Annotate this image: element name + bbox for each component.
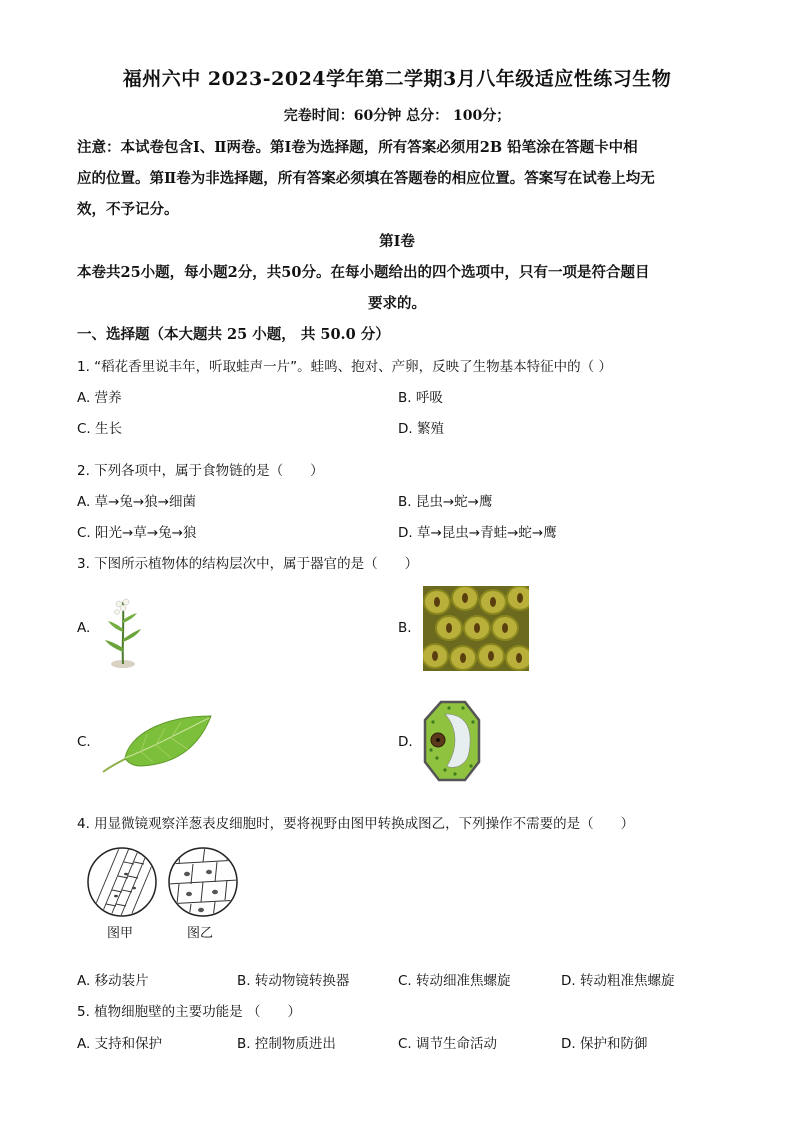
question-2-option-d: D. 草→昆虫→青蛙→蛇→鹰 bbox=[398, 525, 557, 541]
question-5-option-b: B. 控制物质进出 bbox=[237, 1036, 336, 1052]
question-3-option-b: B. bbox=[398, 620, 412, 636]
question-2-option-b: B. 昆虫→蛇→鹰 bbox=[398, 494, 493, 510]
leaf-image bbox=[101, 712, 213, 774]
question-1-stem: 1. “稻花香里说丰年，听取蛙声一片”。蛙鸣、抱对、产卵，反映了生物基本特征中的（ ） bbox=[77, 359, 612, 375]
question-5-option-c: C. 调节生命活动 bbox=[398, 1036, 498, 1052]
part-intro-2: 要求的。 bbox=[368, 295, 426, 312]
question-3-stem: 3. 下图所示植物体的结构层次中，属于器官的是（ ） bbox=[77, 556, 419, 572]
plant-image bbox=[103, 596, 143, 670]
view-jia-image bbox=[86, 846, 158, 918]
question-5-option-d: D. 保护和防御 bbox=[561, 1036, 648, 1052]
question-3-option-a: A. bbox=[77, 620, 91, 636]
question-4-option-b: B. 转动物镜转换器 bbox=[237, 973, 350, 989]
question-1-option-b: B. 呼吸 bbox=[398, 390, 443, 406]
notice-line-2: 应的位置。第Ⅱ卷为非选择题，所有答案必须填在答题卷的相应位置。答案写在试卷上均无 bbox=[77, 170, 655, 187]
caption-jia: 图甲 bbox=[107, 926, 134, 941]
question-4-option-a: A. 移动装片 bbox=[77, 973, 149, 989]
question-3-option-d: D. bbox=[398, 734, 413, 750]
question-4-option-c: C. 转动细准焦螺旋 bbox=[398, 973, 511, 989]
question-5-stem: 5. 植物细胞壁的主要功能是 （ ） bbox=[77, 1004, 301, 1020]
caption-yi: 图乙 bbox=[187, 926, 214, 941]
section-heading: 一、选择题（本大题共 25 小题， 共 50.0 分） bbox=[77, 326, 390, 343]
question-4-stem: 4. 用显微镜观察洋葱表皮细胞时，要将视野由图甲转换成图乙，下列操作不需要的是（ ） bbox=[77, 816, 635, 832]
exam-info: 完卷时间：60分钟 总分： 100分； bbox=[283, 108, 511, 124]
tissue-micrograph-image bbox=[423, 586, 529, 671]
question-2-stem: 2. 下列各项中，属于食物链的是（ ） bbox=[77, 463, 324, 479]
question-2-option-a: A. 草→兔→狼→细菌 bbox=[77, 494, 197, 510]
question-5-option-a: A. 支持和保护 bbox=[77, 1036, 163, 1052]
question-1-option-c: C. 生长 bbox=[77, 421, 123, 437]
question-1-option-a: A. 营养 bbox=[77, 390, 122, 406]
plant-cell-image bbox=[423, 700, 481, 782]
notice-line-1: 注意：本试卷包含Ⅰ、Ⅱ两卷。第Ⅰ卷为选择题，所有答案必须用2B 铅笔涂在答题卡中相 bbox=[77, 139, 638, 156]
question-2-option-c: C. 阳光→草→兔→狼 bbox=[77, 525, 197, 541]
page-title: 福州六中 2023-2024学年第二学期3月八年级适应性练习生物 bbox=[122, 68, 672, 90]
part-intro-1: 本卷共25小题，每小题2分，共50分。在每小题给出的四个选项中，只有一项是符合题目 bbox=[77, 264, 650, 281]
part-heading: 第Ⅰ卷 bbox=[379, 233, 415, 250]
notice-line-3: 效，不予记分。 bbox=[77, 201, 179, 218]
question-3-option-c: C. bbox=[77, 734, 91, 750]
view-yi-image bbox=[167, 846, 239, 918]
question-4-option-d: D. 转动粗准焦螺旋 bbox=[561, 973, 675, 989]
question-1-option-d: D. 繁殖 bbox=[398, 421, 444, 437]
